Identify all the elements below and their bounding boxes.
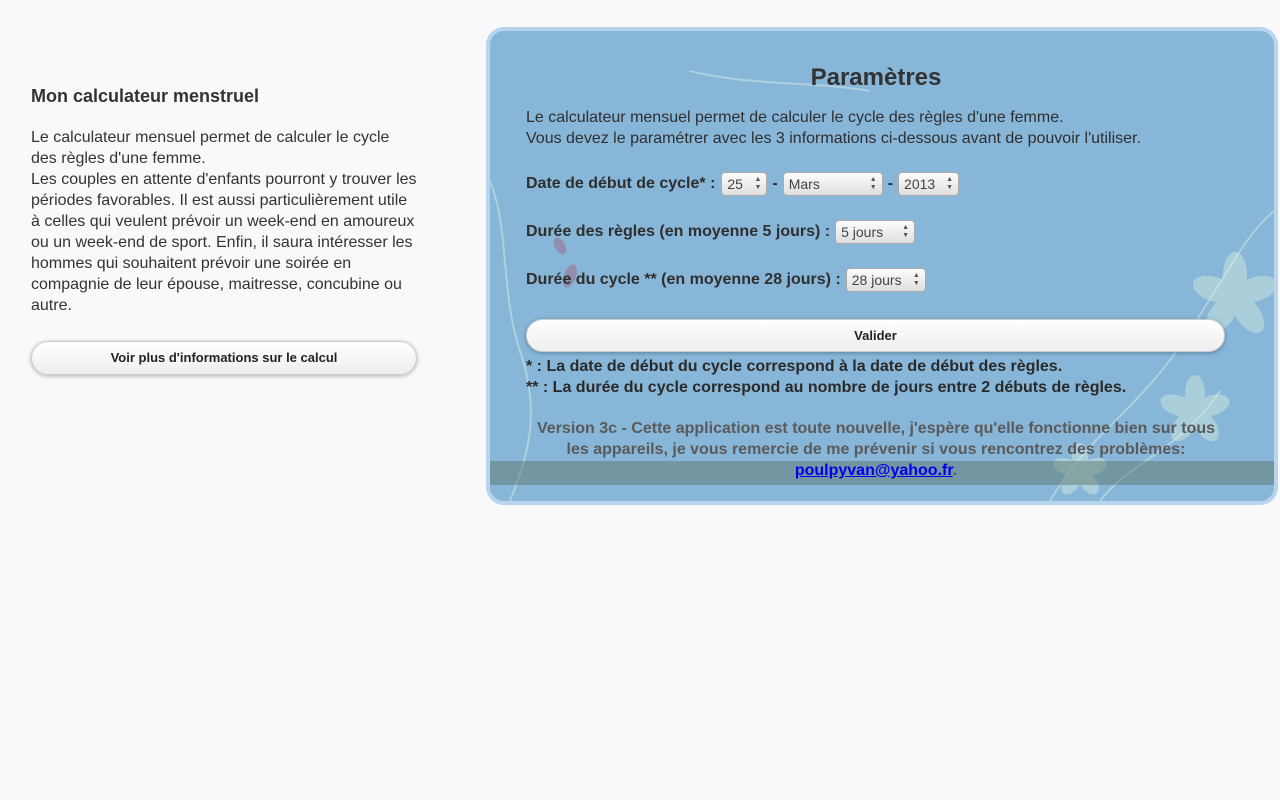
period-duration-label: Durée des règles (en moyenne 5 jours) : (526, 223, 831, 240)
version-end: . (952, 462, 958, 479)
panel-intro (526, 107, 1226, 149)
updown-arrows-icon: ▲ ▼ (902, 224, 910, 239)
panel-intro-line-2: Vous devez le paramétrer avec les 3 informations ci-dessous avant de pouvoir l'utiliser. (526, 130, 1141, 147)
updown-arrows-icon: ▲ ▼ (912, 272, 920, 287)
sidebar-description-line-1: Le calculateur mensuel permet de calculer le cycle des règles d'une femme. (31, 129, 390, 167)
start-date-label: Date de début de cycle* : (526, 175, 716, 192)
period-duration-select[interactable] (835, 220, 915, 244)
updown-arrows-icon: ▲ ▼ (754, 176, 762, 191)
updown-arrows-icon: ▲ ▼ (869, 176, 877, 191)
version-text: Version 3c - Cette application est toute nouvelle, j'espère qu'elle fonctionne bien sur tous les appareils, je vous remercie de me prévenir si vous rencontrez des problèmes: (537, 420, 1215, 458)
panel-content (526, 31, 1226, 481)
start-year-select[interactable] (898, 172, 959, 196)
period-duration-value: 5 jours (841, 224, 884, 240)
email-link[interactable]: poulpyvan@yahoo.fr (794, 462, 953, 479)
sidebar (31, 84, 417, 375)
footnote-cycle-duration: ** : La durée du cycle correspond au nombre de jours entre 2 débuts de règles. (526, 379, 1127, 396)
start-date-row (526, 170, 1226, 198)
start-day-select[interactable] (721, 172, 767, 196)
start-month-select[interactable] (783, 172, 883, 196)
validate-button[interactable]: Valider (526, 319, 1225, 352)
panel-title: Paramètres (810, 64, 942, 91)
start-year-value: 2013 (904, 176, 936, 192)
start-month-value: Mars (788, 176, 820, 192)
date-separator: - (772, 175, 778, 192)
date-separator: - (887, 175, 894, 192)
start-day-value: 25 (727, 176, 743, 192)
cycle-duration-label: Durée du cycle ** (en moyenne 28 jours) : (526, 271, 841, 288)
cycle-duration-select[interactable] (846, 268, 926, 292)
sidebar-description-line-2: Les couples en attente d'enfants pourront y trouver les périodes favorables. Il est aussi particulièrement utile à celles qui veulent prévoir un week-end en amoureux ou un week-end de sport. Enfin, il saura intéresser les hommes qui souhaitent prévoir une soirée en compagnie de leur épouse, maitresse, concubine ou autre. (31, 171, 417, 314)
parameters-panel (486, 27, 1278, 505)
cycle-duration-value: 28 jours (851, 272, 902, 288)
period-duration-row (526, 218, 1226, 246)
sidebar-description (31, 127, 417, 316)
updown-arrows-icon: ▲ ▼ (946, 176, 954, 191)
cycle-duration-row (526, 266, 1226, 294)
sidebar-title: Mon calculateur menstruel (31, 86, 260, 106)
more-info-button[interactable]: Voir plus d'informations sur le calcul (31, 341, 417, 375)
footnote-start-date: * : La date de début du cycle correspond à la date de début des règles. (526, 358, 1063, 375)
footnotes (526, 356, 1226, 398)
panel-intro-line-1: Le calculateur mensuel permet de calculer le cycle des règles d'une femme. (526, 109, 1064, 126)
version-notice (526, 418, 1226, 481)
